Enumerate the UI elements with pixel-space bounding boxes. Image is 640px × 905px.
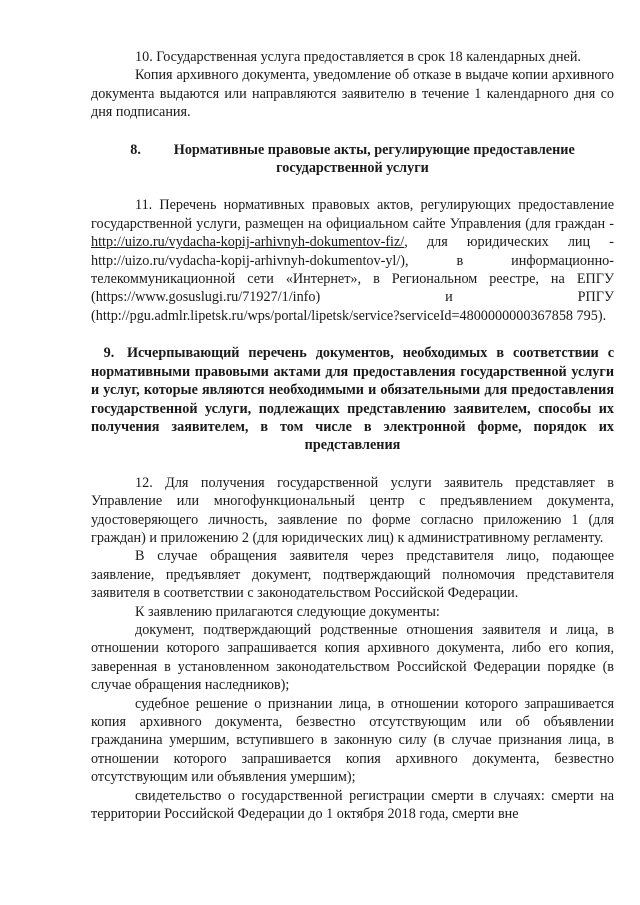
paragraph-11-rest: , для юридических лиц - http://uizo.ru/vydacha-kopij-arhivnyh-dokumentov-yl/), в информационно-телекоммуникационной сети «Интернет», в Региональном реестре, на ЕПГУ (https://www.gosuslugi.ru/71927/1/info) и РПГУ (http://pgu.admlr.lipetsk.ru/wps/portal/lipetsk/service?serviceId=4800000000367858 795). bbox=[91, 234, 614, 324]
document-page bbox=[91, 48, 614, 823]
paragraph-copy-delivery: Копия архивного документа, уведомление об отказе в выдаче копии архивного документа выдаются или направляются заявителю в течение 1 календарного дня со дня подписания. bbox=[91, 67, 614, 121]
paragraph-10: 10. Государственная услуга предоставляется в срок 18 календарных дней. bbox=[135, 49, 581, 65]
section-9-heading bbox=[91, 344, 614, 454]
paragraph-11-intro: 11. Перечень нормативных правовых актов, регулирующих предоставление государственной услуги, размещен на официальном сайте Управления (для граждан - bbox=[91, 197, 614, 232]
individuals-link[interactable]: http://uizo.ru/vydacha-kopij-arhivnyh-dokumentov-fiz/ bbox=[91, 234, 405, 251]
paragraph-representative: В случае обращения заявителя через представителя лицо, подающее заявление, предъявляет документ, подтверждающий полномочия представителя заявителя в соответствии с законодательством Российской Федерации. bbox=[91, 548, 614, 602]
list-item-court-decision: судебное решение о признании лица, в отношении которого запрашивается копия архивного документа, безвестно отсутствующим или об объявлении гражданина умершим, вступившего в законную силу (в случае признания лица, в отношении которого запрашивается копия архивного документа, безвестно отсутствующим или объявления умершим); bbox=[91, 695, 614, 786]
paragraph-11 bbox=[91, 196, 614, 325]
paragraph-12: 12. Для получения государственной услуги заявитель представляет в Управление или многофункциональный центр с предъявлением документа, удостоверяющего личность, заявление по форме согласно приложению 1 (для граждан) и приложению 2 (для юридических лиц) к административному регламенту. bbox=[91, 474, 614, 546]
section-title: Исчерпывающий перечень документов, необходимых в соответствии с нормативными правовыми актами для предоставления государственной услуги и услуг, которые являются необходимыми и обязательными для предоставления государственной услуги, подлежащих представлению заявителем, способы их получения заявителем, в том числе в электронной форме, порядок их представления bbox=[91, 345, 614, 454]
list-item-kinship-document: документ, подтверждающий родственные отношения заявителя и лица, в отношении которого запрашивается копия архивного документа, либо его копия, заверенная в установленном законодательством Российской Федерации порядке (в случае обращения наследников); bbox=[91, 621, 614, 694]
section-title-line2: государственной услуги bbox=[276, 160, 429, 177]
section-8-heading bbox=[91, 141, 614, 178]
list-item-death-certificate: свидетельство о государственной регистрации смерти в случаях: смерти на территории Российской Федерации до 1 октября 2018 года, смерти вне bbox=[91, 787, 614, 823]
section-number: 8. bbox=[130, 141, 141, 158]
section-title-line1: Нормативные правовые акты, регулирующие предоставление bbox=[173, 141, 575, 158]
paragraph-attachments: К заявлению прилагаются следующие документы: bbox=[135, 603, 440, 620]
section-number: 9. bbox=[103, 345, 115, 362]
